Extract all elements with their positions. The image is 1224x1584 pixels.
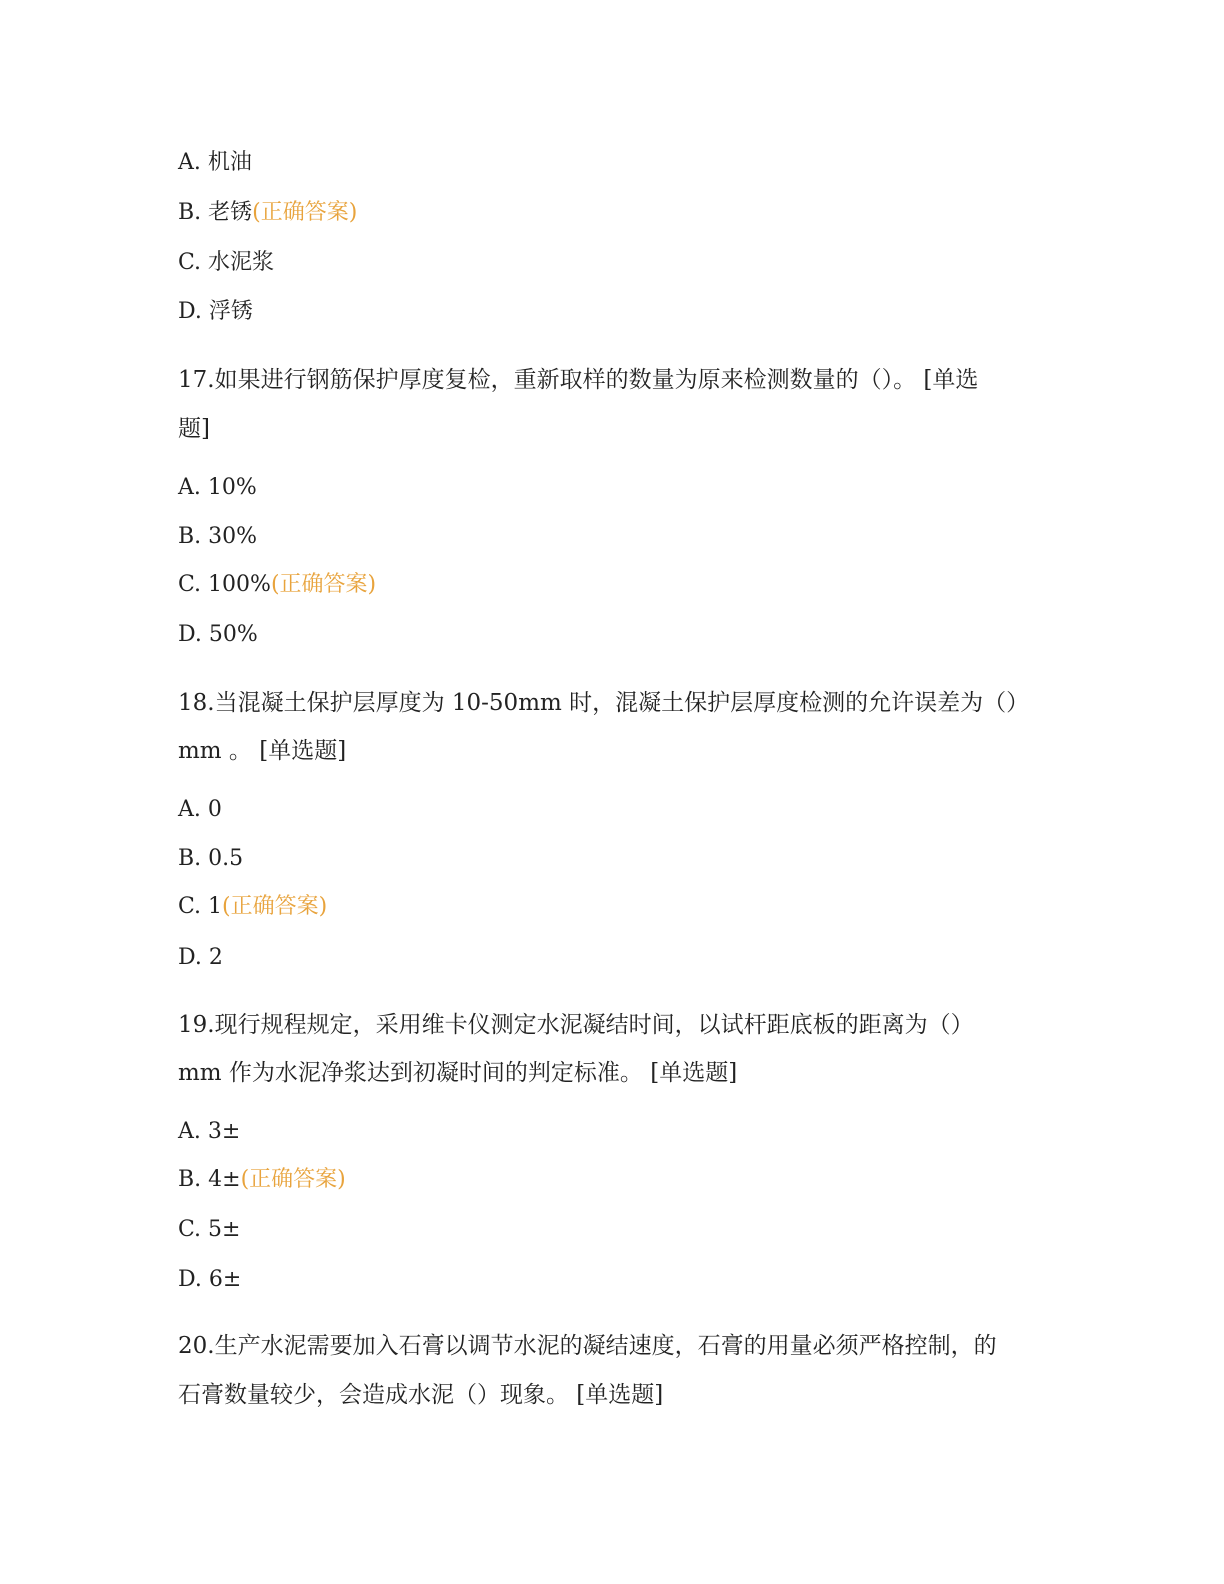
option-d: D. 浮锈	[178, 299, 253, 324]
question-18-text-cont: mm 。 [单选题]	[178, 738, 347, 764]
correct-answer-label: (正确答案)	[252, 200, 358, 225]
option-b: B. 4±(正确答案)	[178, 1167, 346, 1192]
option-a: A. 3±	[178, 1119, 241, 1144]
option-b: B. 30%	[178, 524, 258, 549]
correct-answer-label: (正确答案)	[240, 1167, 346, 1192]
option-a: A. 10%	[178, 475, 257, 500]
option-b: B. 老锈(正确答案)	[178, 200, 358, 225]
correct-answer-label: (正确答案)	[270, 572, 377, 597]
question-19-text: 19.现行规程规定，采用维卡仪测定水泥凝结时间，以试杆距底板的距离为（）	[178, 1012, 974, 1038]
option-c: C. 100%(正确答案)	[178, 572, 377, 597]
option-d: D. 2	[178, 945, 223, 970]
option-a: A. 机油	[178, 150, 252, 175]
question-19-text-cont: mm 作为水泥净浆达到初凝时间的判定标准。 [单选题]	[178, 1060, 738, 1086]
option-d: D. 50%	[178, 622, 258, 647]
question-17-text-cont: 题]	[178, 416, 210, 442]
option-c: C. 水泥浆	[178, 250, 275, 275]
question-17-text: 17.如果进行钢筋保护厚度复检，重新取样的数量为原来检测数量的（）。 [单选	[178, 367, 979, 393]
option-a: A. 0	[178, 797, 222, 822]
option-d: D. 6±	[178, 1267, 242, 1292]
question-20-text: 20.生产水泥需要加入石膏以调节水泥的凝结速度，石膏的用量必须严格控制，的	[178, 1333, 997, 1359]
question-18-text: 18.当混凝土保护层厚度为 10-50mm 时，混凝土保护层厚度检测的允许误差为（）	[178, 690, 1030, 716]
option-c: C. 1(正确答案)	[178, 894, 328, 919]
option-b: B. 0.5	[178, 846, 244, 871]
correct-answer-label: (正确答案)	[222, 894, 328, 919]
option-c: C. 5±	[178, 1217, 241, 1242]
question-20-text-cont: 石膏数量较少，会造成水泥（）现象。 [单选题]	[178, 1382, 664, 1408]
